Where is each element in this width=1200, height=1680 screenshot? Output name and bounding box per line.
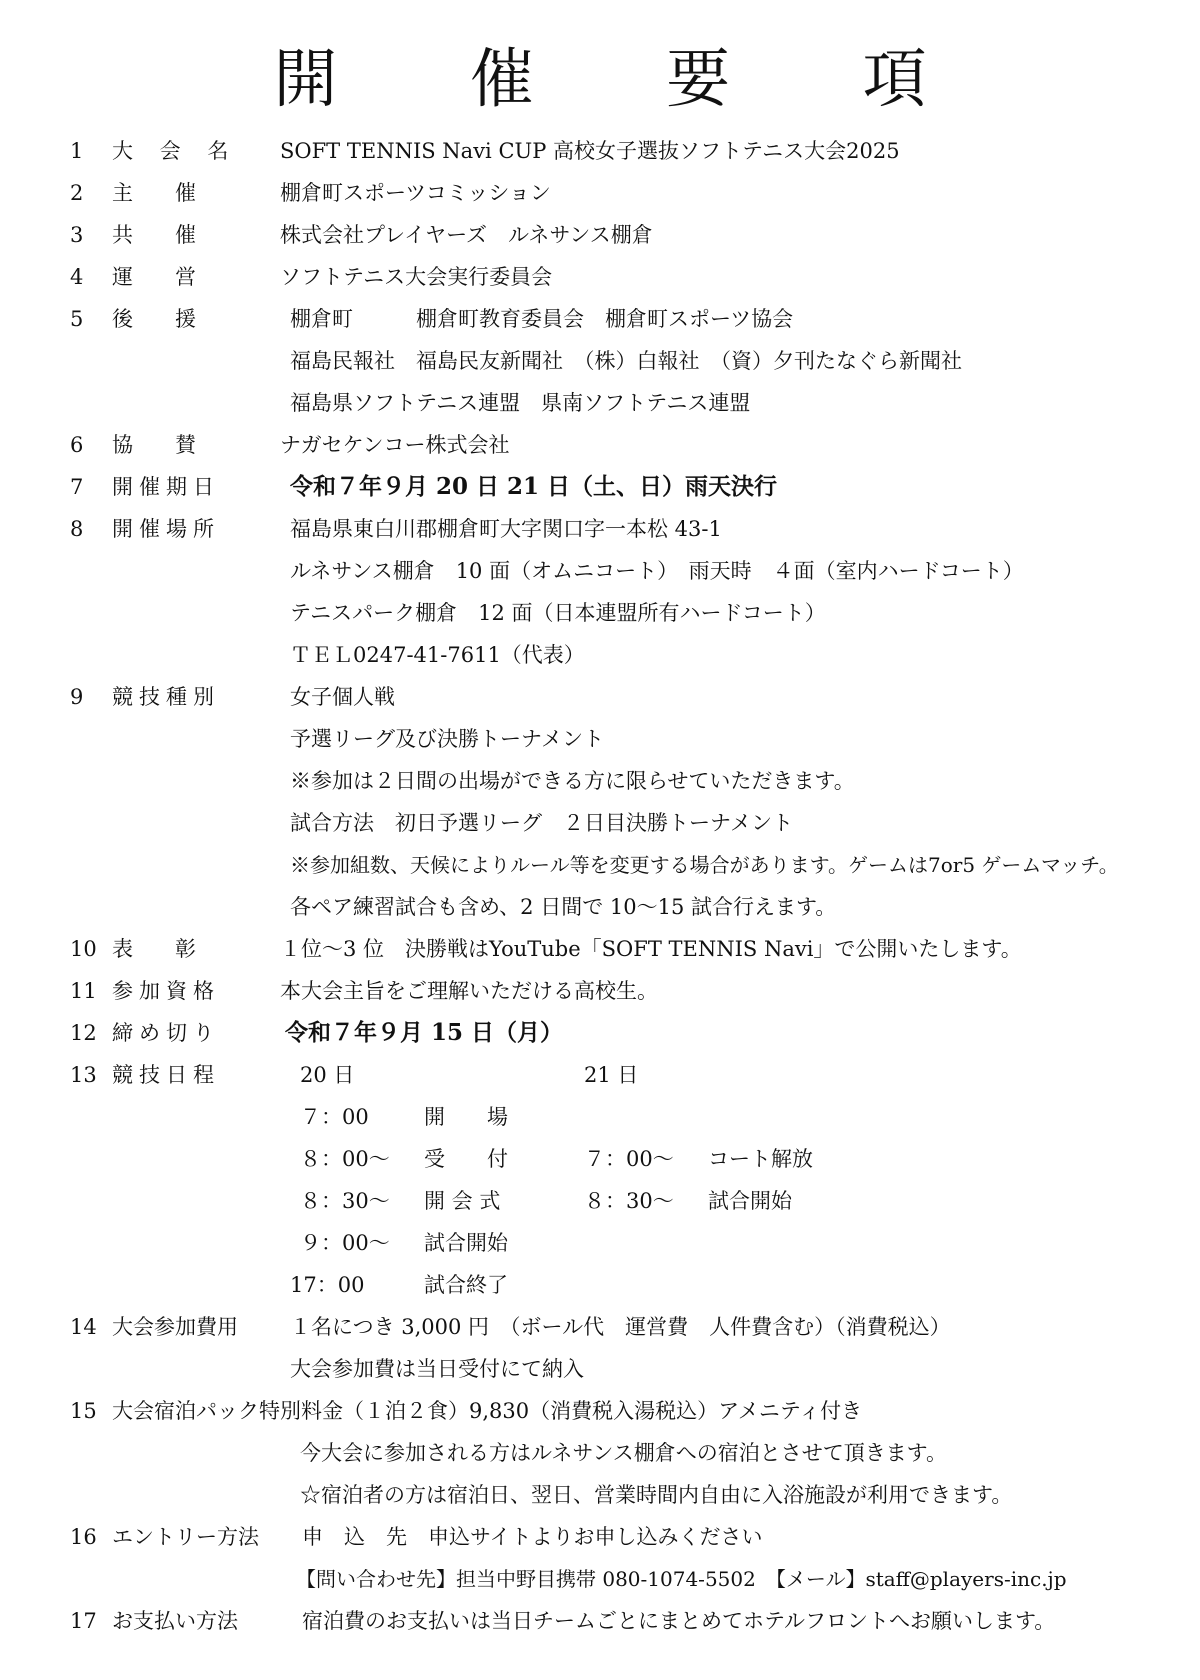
item-participation-fee: 14 大会参加費用 １名につき 3,000 円 （ボール代 運営費 人件費含む）（消費税込） [70, 1315, 951, 1339]
schedule-row: 17：00 試合終了 [290, 1273, 508, 1297]
item-award: 10 表 彰 １位～3 位 決勝戦はYouTube「SOFT TENNIS Navi」で公開いたします。 [70, 937, 1022, 961]
item-venue-phone: ＴＥＬ0247-41-7611（代表） [290, 643, 585, 667]
item-lodging-pack: 15 大会宿泊パック特別料金（１泊２食）9,830（消費税入湯税込）アメニティ付き [70, 1399, 863, 1423]
item-participation-fee-line2: 大会参加費は当日受付にて納入 [290, 1357, 584, 1381]
item-support-line3: 福島県ソフトテニス連盟 県南ソフトテニス連盟 [290, 391, 751, 415]
item-support: 5 後 援 棚倉町 棚倉町教育委員会 棚倉町スポーツ協会 [70, 307, 794, 331]
item-event-type: 9 競技種別 女子個人戦 [70, 685, 395, 709]
item-payment-method: 17 お支払い方法 宿泊費のお支払いは当日チームごとにまとめてホテルフロントへお願いします。 [70, 1609, 1056, 1633]
item-event-type-line2: 予選リーグ及び決勝トーナメント [290, 727, 605, 751]
item-support-line2: 福島民報社 福島民友新聞社 （株）白報社 （資）夕刊たなぐら新聞社 [290, 349, 962, 373]
item-event-type-line6: 各ペア練習試合も含め、2 日間で 10～15 試合行えます。 [290, 895, 837, 919]
schedule-row: ９：00～ 試合開始 [300, 1231, 508, 1255]
item-event-type-line4: 試合方法 初日予選リーグ ２日目決勝トーナメント [290, 811, 794, 835]
item-event-type-line3: ※参加は２日間の出場ができる方に限らせていただきます。 [290, 769, 855, 793]
page-title: 開 催 要 項 [273, 43, 983, 117]
item-eligibility: 11 参加資格 本大会主旨をご理解いただける高校生。 [70, 979, 658, 1003]
schedule-day2-header: 21 日 [584, 1063, 639, 1087]
item-co-host: 3 共 催 株式会社プレイヤーズ ルネサンス棚倉 [70, 223, 653, 247]
item-schedule: 13 競技日程 20 日 21 日 [0, 1054, 1200, 1096]
item-deadline: 12 締め切り 令和７年９月 15 日（月） [70, 1019, 564, 1046]
item-event-type-line5: ※参加組数、天候によりルール等を変更する場合があります。ゲームは7or5 ゲームマッチ。 [290, 853, 1119, 877]
item-organization-name: 1 大 会 名 SOFT TENNIS Navi CUP 高校女子選抜ソフトテニス大会2025 [70, 139, 900, 163]
item-lodging-line2: ☆宿泊者の方は宿泊日、翌日、営業時間内自由に入浴施設が利用できます。 [300, 1483, 1013, 1507]
schedule-row: ８：30～ 開 会 式 ８：30～ 試合開始 [300, 1189, 792, 1213]
schedule-row: ７：00 開 場 [300, 1105, 508, 1129]
item-venue: 8 開催場所 福島県東白川郡棚倉町大字関口字一本松 43-1 [70, 517, 722, 541]
item-entry-contact: 【問い合わせ先】担当中野目携帯 080-1074-5502 【メール】staff@players-inc.jp [296, 1567, 1067, 1591]
schedule-day1-header: 20 日 [300, 1063, 355, 1087]
item-venue-line2: ルネサンス棚倉 10 面（オムニコート） 雨天時 ４面（室内ハードコート） [290, 559, 1024, 583]
item-host: 2 主 催 棚倉町スポーツコミッション [70, 181, 551, 205]
item-lodging-line1: 今大会に参加される方はルネサンス棚倉への宿泊とさせて頂きます。 [300, 1441, 948, 1465]
item-sponsor: 6 協 賛 ナガセケンコー株式会社 [70, 433, 510, 457]
schedule-row: ８：00～ 受 付 ７：00～ コート解放 [300, 1147, 813, 1171]
item-operation: 4 運 営 ソフトテニス大会実行委員会 [70, 265, 553, 289]
item-event-date: 7 開催期日 令和７年９月 20 日 21 日（土、日）雨天決行 [70, 473, 778, 500]
item-entry-method: 16 エントリー方法 申 込 先 申込サイトよりお申し込みください [70, 1525, 763, 1549]
item-venue-line3: テニスパーク棚倉 12 面（日本連盟所有ハードコート） [290, 601, 826, 625]
